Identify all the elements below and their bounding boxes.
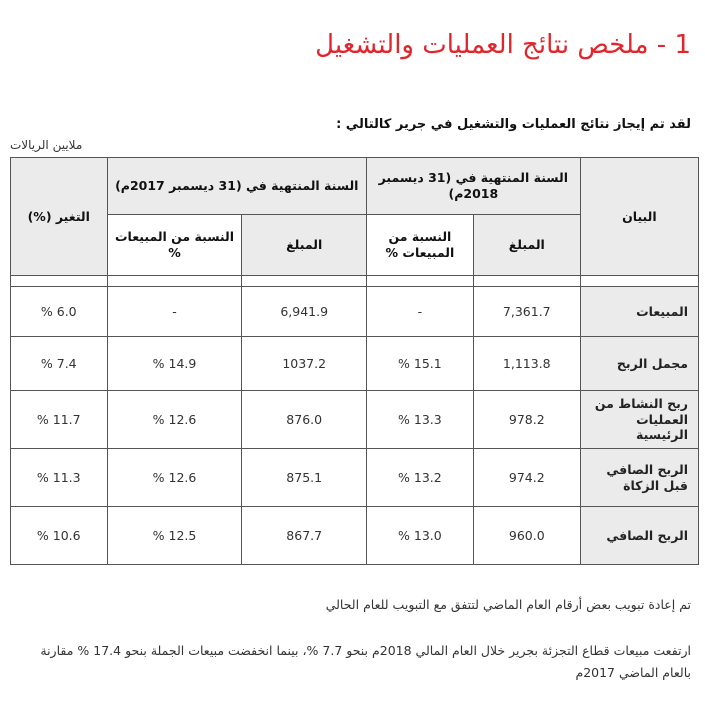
ratio-2018: % 13.2 xyxy=(366,449,473,507)
amount-2017: 6,941.9 xyxy=(242,287,367,337)
sales-note: ارتفعت مبيعات قطاع التجزئة بجرير خلال العام المالي 2018م بنحو 7.7 %، بينما انخفضت مبيعات الجملة بنحو 17.4 % مقارنة بالعام الماضي 2017م xyxy=(40,643,691,680)
subheader-amount-2017: المبلغ xyxy=(242,215,367,276)
amount-2018: 960.0 xyxy=(473,507,580,565)
ratio-2017: % 12.5 xyxy=(107,507,242,565)
table-header-row xyxy=(11,158,699,215)
amount-2018: 1,113.8 xyxy=(473,337,580,391)
amount-2017: 1037.2 xyxy=(242,337,367,391)
ratio-2018: - xyxy=(366,287,473,337)
table-row xyxy=(11,391,699,449)
change-value: % 11.3 xyxy=(11,449,108,507)
results-table xyxy=(10,157,699,565)
ratio-2017: % 12.6 xyxy=(107,449,242,507)
ratio-2017: - xyxy=(107,287,242,337)
header-year-2017: السنة المنتهية في (31 ديسمبر 2017م) xyxy=(107,158,366,215)
amount-2018: 7,361.7 xyxy=(473,287,580,337)
reclassification-note: تم إعادة تبويب بعض أرقام العام الماضي لتتفق مع التبويب للعام الحالي xyxy=(325,597,691,612)
amount-2017: 875.1 xyxy=(242,449,367,507)
amount-2018: 978.2 xyxy=(473,391,580,449)
change-value: % 7.4 xyxy=(11,337,108,391)
table-row xyxy=(11,507,699,565)
table-row xyxy=(11,337,699,391)
ratio-2018: % 15.1 xyxy=(366,337,473,391)
subheader-ratio-2018: النسبة من المبيعات % xyxy=(366,215,473,276)
header-gap xyxy=(11,276,699,287)
row-label: الربح الصافي xyxy=(580,507,698,565)
amount-2018: 974.2 xyxy=(473,449,580,507)
row-label: مجمل الربح xyxy=(580,337,698,391)
ratio-2018: % 13.0 xyxy=(366,507,473,565)
subheader-amount-2018: المبلغ xyxy=(473,215,580,276)
row-label: المبيعات xyxy=(580,287,698,337)
table-row xyxy=(11,287,699,337)
row-label: ربح النشاط من العمليات الرئيسية xyxy=(580,391,698,449)
table-row xyxy=(11,449,699,507)
subheader-ratio-2017: النسبة من المبيعات % xyxy=(107,215,242,276)
amount-2017: 867.7 xyxy=(242,507,367,565)
header-change: التغير (%) xyxy=(11,158,108,276)
row-label: الربح الصافي قبل الزكاة xyxy=(580,449,698,507)
ratio-2017: % 14.9 xyxy=(107,337,242,391)
header-year-2018: السنة المنتهية في (31 ديسمبر 2018م) xyxy=(366,158,580,215)
unit-label: ملايين الريالات xyxy=(10,138,83,152)
change-value: % 10.6 xyxy=(11,507,108,565)
change-value: % 6.0 xyxy=(11,287,108,337)
intro-text: لقد تم إيجاز نتائج العمليات والتشغيل في جرير كالتالي : xyxy=(336,117,691,132)
amount-2017: 876.0 xyxy=(242,391,367,449)
section-title: 1 - ملخص نتائج العمليات والتشغيل xyxy=(315,30,691,60)
ratio-2017: % 12.6 xyxy=(107,391,242,449)
ratio-2018: % 13.3 xyxy=(366,391,473,449)
header-statement: البيان xyxy=(580,158,698,276)
change-value: % 11.7 xyxy=(11,391,108,449)
